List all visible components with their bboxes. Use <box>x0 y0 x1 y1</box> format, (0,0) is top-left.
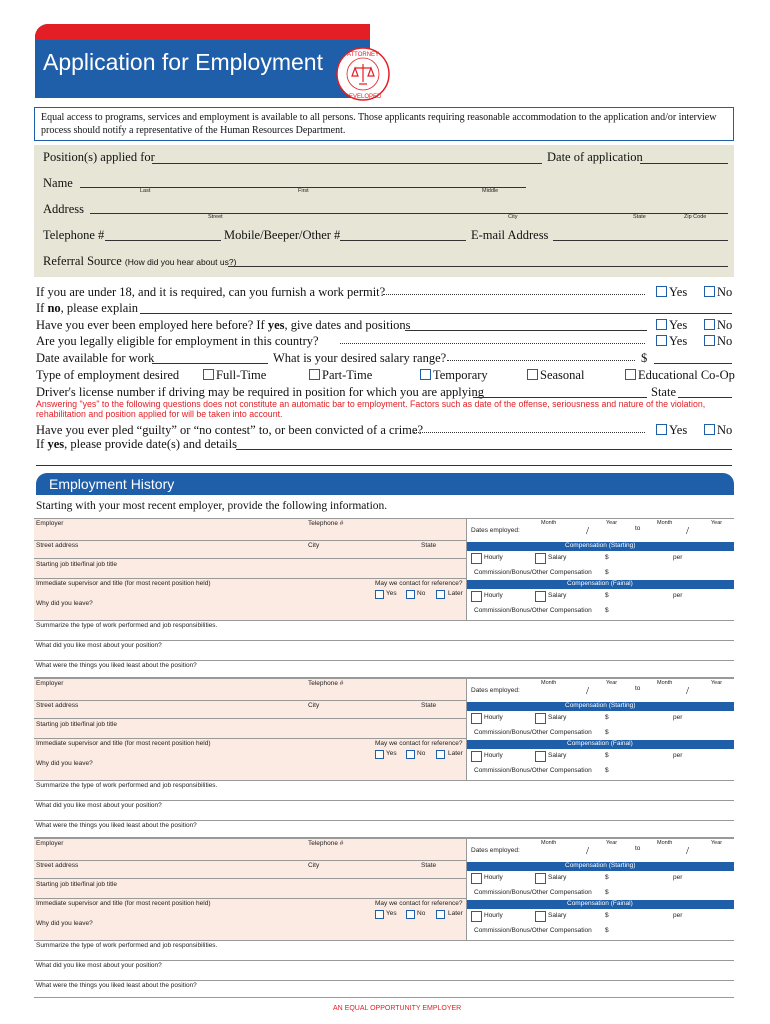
employer-1-comp-start-label: Compensation (Starting) <box>565 542 636 549</box>
employer-3-title-label: Starting job title/final job title <box>36 881 117 888</box>
employer-2-final-salary-label: Salary <box>548 752 567 759</box>
employed-before-field[interactable] <box>405 330 647 331</box>
employer-1-dates-field[interactable] <box>530 526 730 538</box>
last-caption: Last <box>140 188 151 194</box>
crime-warning: Answering "yes" to the following questions does not constitute an automatic bar to employment. Factors such as date of the offense, seriousness and nature of the violation, rehabilitation and position applied for will be taken into account. <box>36 399 706 420</box>
salary-leader <box>447 360 635 361</box>
employer-2-contact-later-checkbox[interactable] <box>436 750 445 759</box>
employed-yes-checkbox[interactable] <box>656 319 667 330</box>
employer-2-start-dollar: $ <box>605 714 609 721</box>
employer-1-final-hourly-checkbox[interactable] <box>471 591 482 602</box>
employer-1-row-line <box>34 540 466 541</box>
employer-3-slash2: / <box>686 845 690 857</box>
license-state-field[interactable] <box>678 397 732 398</box>
address-label: Address <box>43 202 84 216</box>
employer-1-month-label: Month <box>541 520 557 526</box>
salary-field[interactable] <box>654 363 732 364</box>
employer-1-field[interactable] <box>36 520 304 538</box>
employment-history-title: Employment History <box>49 476 175 492</box>
employer-2-contact-later-label: Later <box>448 750 463 757</box>
employer-3-label: Employer <box>36 840 64 847</box>
temporary-checkbox[interactable] <box>420 369 431 380</box>
employer-2-to: to <box>635 685 641 692</box>
employer-1-start-salary-label: Salary <box>548 554 567 561</box>
employer-3-contact-yes-checkbox[interactable] <box>375 910 384 919</box>
employer-1-contact-label: May we contact for reference? <box>375 580 463 587</box>
employer-2-final-dollar: $ <box>605 752 609 759</box>
employer-2-contact-yes-checkbox[interactable] <box>375 750 384 759</box>
employer-2-row-line <box>34 718 466 719</box>
employer-3-contact-no-label: No <box>417 910 426 917</box>
educational-checkbox[interactable] <box>625 369 636 380</box>
parttime-label: Part-Time <box>322 368 373 382</box>
salary-dollar: $ <box>641 351 648 365</box>
email-field[interactable] <box>553 240 728 241</box>
employer-2-row-line <box>34 800 734 801</box>
svg-text:DEVELOPED: DEVELOPED <box>344 94 382 100</box>
employer-2-contact-label: May we contact for reference? <box>375 740 463 747</box>
employer-2-month-label: Month <box>541 680 557 686</box>
crime-no-checkbox[interactable] <box>704 424 715 435</box>
employer-3-city-label: City <box>308 862 320 869</box>
employer-1-start-commission-label: Commission/Bonus/Other Compensation <box>474 569 592 576</box>
employer-1-city-label: City <box>308 542 320 549</box>
referral-label <box>43 255 236 268</box>
employer-1-contact-yes-checkbox[interactable] <box>375 590 384 599</box>
employer-3-field[interactable] <box>36 840 304 858</box>
employer-2-divider <box>466 678 467 780</box>
employer-2-row-line <box>34 700 466 701</box>
email-label: E-mail Address <box>471 228 549 242</box>
position-field[interactable] <box>152 163 542 164</box>
eligible-no-label: No <box>717 334 733 348</box>
employer-3-final-dollar: $ <box>605 912 609 919</box>
employer-3-final-salary-checkbox[interactable] <box>535 911 546 922</box>
eligible-no-checkbox[interactable] <box>704 335 715 346</box>
svg-text:ATTORNEY: ATTORNEY <box>346 52 380 58</box>
employer-1-start-salary-checkbox[interactable] <box>535 553 546 564</box>
date-field[interactable] <box>640 163 728 164</box>
employer-3-year-label: Year <box>606 840 618 846</box>
employer-1-contact-later-label: Later <box>448 590 463 597</box>
employer-3-row-line <box>34 940 734 941</box>
telephone-label: Telephone # <box>43 228 105 242</box>
eligible-question: Are you legally eligible for employment in this country? <box>36 334 319 348</box>
fulltime-label: Full-Time <box>216 368 267 382</box>
provide-post: , please provide date(s) and details <box>64 437 237 451</box>
employer-2-field[interactable] <box>36 680 304 698</box>
employer-3-telephone-label: Telephone # <box>308 840 344 847</box>
employer-3-to: to <box>635 845 641 852</box>
employer-1-start-per: per <box>673 554 683 561</box>
employer-1-final-per: per <box>673 592 683 599</box>
employer-1-row-line <box>34 660 734 661</box>
employer-2-month2-label: Month <box>657 680 673 686</box>
page-title: Application for Employment <box>43 49 323 75</box>
employer-3-summarize-label: Summarize the type of work performed and job responsibilities. <box>36 942 218 949</box>
employer-1-slash: / <box>586 525 590 537</box>
employer-1-to: to <box>635 525 641 532</box>
employer-2-row-line <box>34 780 734 781</box>
crime-yes-checkbox[interactable] <box>656 424 667 435</box>
license-state-label: State <box>651 385 676 399</box>
employer-3-contact-yes-label: Yes <box>386 910 397 917</box>
mobile-field[interactable] <box>340 240 466 241</box>
header-red-stripe <box>35 24 370 40</box>
work-permit-no-label: No <box>717 285 733 299</box>
employer-2-start-per: per <box>673 714 683 721</box>
employer-1-row-line <box>34 640 734 641</box>
employer-3-liked-most-label: What did you like most about your position? <box>36 962 162 969</box>
crime-details-field-2[interactable] <box>36 465 732 466</box>
explain-suffix: , please explain <box>60 301 139 315</box>
employer-1-final-salary-checkbox[interactable] <box>535 591 546 602</box>
eligible-leader <box>340 343 645 344</box>
employer-2-state-label: State <box>421 702 437 709</box>
employer-1-contact-no-label: No <box>417 590 426 597</box>
employer-2-start-hourly-label: Hourly <box>484 714 503 721</box>
employer-3-state-label: State <box>421 862 437 869</box>
employer-3-start-hourly-label: Hourly <box>484 874 503 881</box>
accommodation-notice: Equal access to programs, services and employment is available to all persons. Those applicants requiring reasonable accommodation to the application and/or interview process should notify a representative of the Human Resources Department. <box>34 107 734 141</box>
eligible-yes-label: Yes <box>669 334 688 348</box>
explain-prefix: If <box>36 301 48 315</box>
explain-bold: no <box>47 301 61 315</box>
employer-1-label: Employer <box>36 520 64 527</box>
employer-2-final-hourly-label: Hourly <box>484 752 503 759</box>
employer-2-label: Employer <box>36 680 64 687</box>
employment-type-label: Type of employment desired <box>36 368 180 382</box>
work-permit-yes-label: Yes <box>669 285 688 299</box>
employer-2-title-label: Starting job title/final job title <box>36 721 117 728</box>
employer-1-title-label: Starting job title/final job title <box>36 561 117 568</box>
crime-question: Have you ever pled “guilty” or “no contest” to, or been convicted of a crime? <box>36 423 423 437</box>
seasonal-label: Seasonal <box>540 368 585 382</box>
employer-1-final-commission-dollar: $ <box>605 607 609 614</box>
employer-1-final-hourly-label: Hourly <box>484 592 503 599</box>
employer-3-start-commission-label: Commission/Bonus/Other Compensation <box>474 889 592 896</box>
referral-hint: (How did you hear about us?) <box>124 257 237 267</box>
employer-3-start-hourly-checkbox[interactable] <box>471 873 482 884</box>
employer-1-start-hourly-checkbox[interactable] <box>471 553 482 564</box>
employer-2-street-label: Street address <box>36 702 79 709</box>
employer-2-final-commission-label: Commission/Bonus/Other Compensation <box>474 767 592 774</box>
employer-3-row-line <box>34 860 466 861</box>
employer-3-contact-no-checkbox[interactable] <box>406 910 415 919</box>
employer-1-final-commission-label: Commission/Bonus/Other Compensation <box>474 607 592 614</box>
eligible-yes-checkbox[interactable] <box>656 335 667 346</box>
employer-1-street-label: Street address <box>36 542 79 549</box>
employer-2-start-hourly-checkbox[interactable] <box>471 713 482 724</box>
work-permit-no-checkbox[interactable] <box>704 286 715 297</box>
zip-caption: Zip Code <box>684 214 707 220</box>
seasonal-checkbox[interactable] <box>527 369 538 380</box>
employer-2-supervisor-label: Immediate supervisor and title (for most recent position held) <box>36 740 211 747</box>
referral-source-text: Referral Source <box>43 254 122 268</box>
employer-1-liked-most-label: What did you like most about your position? <box>36 642 162 649</box>
temporary-label: Temporary <box>433 368 488 382</box>
employer-1-row-line <box>34 558 466 559</box>
employer-1-year-label: Year <box>606 520 618 526</box>
employer-3-supervisor-label: Immediate supervisor and title (for most recent position held) <box>36 900 211 907</box>
employer-3-row-line <box>34 898 466 899</box>
employer-2-final-hourly-checkbox[interactable] <box>471 751 482 762</box>
employer-2-city-label: City <box>308 702 320 709</box>
employer-1-divider <box>466 518 467 620</box>
employer-1-leave-label: Why did you leave? <box>36 600 93 607</box>
explain-label <box>36 302 138 315</box>
employer-1-year2-label: Year <box>711 520 723 526</box>
work-permit-question: If you are under 18, and it is required, can you furnish a work permit? <box>36 285 386 299</box>
employer-2-row-line <box>34 738 466 739</box>
employer-2-contact-yes-label: Yes <box>386 750 397 757</box>
street-caption: Street <box>208 214 223 220</box>
history-intro: Starting with your most recent employer, provide the following information. <box>36 500 388 512</box>
city-caption: City <box>508 214 518 220</box>
employer-1-final-salary-label: Salary <box>548 592 567 599</box>
employer-1-slash2: / <box>686 525 690 537</box>
employer-1-row-line <box>34 620 734 621</box>
employer-3-start-commission-dollar: $ <box>605 889 609 896</box>
license-field[interactable] <box>473 397 647 398</box>
employer-2-liked-least-label: What were the things you liked least about the position? <box>36 822 197 829</box>
employer-1-supervisor-label: Immediate supervisor and title (for most recent position held) <box>36 580 211 587</box>
explain-field[interactable] <box>140 313 732 314</box>
header-banner <box>35 24 370 98</box>
employer-2-start-commission-label: Commission/Bonus/Other Compensation <box>474 729 592 736</box>
crime-details-label <box>36 438 237 451</box>
referral-field[interactable] <box>228 266 728 267</box>
employer-3-liked-least-label: What were the things you liked least about the position? <box>36 982 197 989</box>
employer-1-comp-final-label: Compensation (Fainal) <box>567 580 633 587</box>
employer-2-slash2: / <box>686 685 690 697</box>
employer-3-month-label: Month <box>541 840 557 846</box>
employer-3-final-hourly-checkbox[interactable] <box>471 911 482 922</box>
employer-3-start-per: per <box>673 874 683 881</box>
employer-2-summarize-label: Summarize the type of work performed and job responsibilities. <box>36 782 218 789</box>
employer-3-slash: / <box>586 845 590 857</box>
work-permit-yes-checkbox[interactable] <box>656 286 667 297</box>
employer-2-start-salary-label: Salary <box>548 714 567 721</box>
telephone-field[interactable] <box>105 240 221 241</box>
employer-1-contact-no-checkbox[interactable] <box>406 590 415 599</box>
employer-2-start-commission-dollar: $ <box>605 729 609 736</box>
employer-2-contact-no-label: No <box>417 750 426 757</box>
employer-2-final-salary-checkbox[interactable] <box>535 751 546 762</box>
employer-3-leave-label: Why did you leave? <box>36 920 93 927</box>
employer-3-street-label: Street address <box>36 862 79 869</box>
employer-2-final-per: per <box>673 752 683 759</box>
employer-1-start-commission-dollar: $ <box>605 569 609 576</box>
employer-1-start-dollar: $ <box>605 554 609 561</box>
employer-3-final-hourly-label: Hourly <box>484 912 503 919</box>
employer-1-state-label: State <box>421 542 437 549</box>
crime-leader <box>414 432 645 433</box>
fulltime-checkbox[interactable] <box>203 369 214 380</box>
employer-2-comp-final-label: Compensation (Fainal) <box>567 740 633 747</box>
educational-label: Educational Co-Op <box>638 368 735 382</box>
employer-2-year2-label: Year <box>711 680 723 686</box>
employer-3-final-commission-dollar: $ <box>605 927 609 934</box>
state-caption: State <box>633 214 646 220</box>
employer-1-final-dollar: $ <box>605 592 609 599</box>
attorney-seal <box>335 46 391 102</box>
employed-no-label: No <box>717 318 733 332</box>
employer-1-telephone-label: Telephone # <box>308 520 344 527</box>
employer-3-start-dollar: $ <box>605 874 609 881</box>
employer-3-start-salary-label: Salary <box>548 874 567 881</box>
crime-details-field[interactable] <box>236 449 732 450</box>
license-question: Driver's license number if driving may be required in position for which you are applying <box>36 385 484 399</box>
employer-3-comp-start-label: Compensation (Starting) <box>565 862 636 869</box>
employer-1-start-hourly-label: Hourly <box>484 554 503 561</box>
employer-2-telephone-label: Telephone # <box>308 680 344 687</box>
date-label: Date of application <box>547 150 643 164</box>
name-label: Name <box>43 176 73 190</box>
employer-1-liked-least-label: What were the things you liked least about the position? <box>36 662 197 669</box>
employer-1-month2-label: Month <box>657 520 673 526</box>
employer-3-start-salary-checkbox[interactable] <box>535 873 546 884</box>
provide-pre: If <box>36 437 48 451</box>
available-field[interactable] <box>152 363 268 364</box>
provide-bold: yes <box>47 437 65 451</box>
employer-1-dates-label: Dates employed: <box>471 527 520 534</box>
parttime-checkbox[interactable] <box>309 369 320 380</box>
employed-bold: yes <box>267 318 285 332</box>
employer-3-dates-field[interactable] <box>530 846 730 858</box>
employer-3-month2-label: Month <box>657 840 673 846</box>
employer-3-row-line <box>34 878 466 879</box>
mobile-label: Mobile/Beeper/Other # <box>224 228 341 242</box>
employer-2-contact-no-checkbox[interactable] <box>406 750 415 759</box>
employer-2-liked-most-label: What did you like most about your position? <box>36 802 162 809</box>
employer-3-divider <box>466 838 467 940</box>
crime-yes-label: Yes <box>669 423 688 437</box>
crime-no-label: No <box>717 423 733 437</box>
equal-opportunity-footer: AN EQUAL OPPORTUNITY EMPLOYER <box>333 1005 462 1012</box>
employer-2-row-line <box>34 820 734 821</box>
employer-3-comp-final-label: Compensation (Fainal) <box>567 900 633 907</box>
employer-3-final-per: per <box>673 912 683 919</box>
employed-pre: Have you ever been employed here before? If <box>36 318 268 332</box>
position-label: Position(s) applied for <box>43 150 155 164</box>
employer-3-dates-label: Dates employed: <box>471 847 520 854</box>
employed-post: , give dates and positions <box>284 318 411 332</box>
employer-3-final-salary-label: Salary <box>548 912 567 919</box>
employer-1-row-line <box>34 578 466 579</box>
employer-2-start-salary-checkbox[interactable] <box>535 713 546 724</box>
salary-question: What is your desired salary range? <box>273 351 447 365</box>
work-permit-leader <box>383 294 645 295</box>
employer-2-leave-label: Why did you leave? <box>36 760 93 767</box>
employer-3-contact-later-label: Later <box>448 910 463 917</box>
employer-2-dates-field[interactable] <box>530 686 730 698</box>
employer-3-year2-label: Year <box>711 840 723 846</box>
available-label: Date available for work <box>36 351 155 365</box>
employer-3-contact-later-checkbox[interactable] <box>436 910 445 919</box>
employed-no-checkbox[interactable] <box>704 319 715 330</box>
employed-before-question <box>36 319 411 332</box>
employer-2-comp-start-label: Compensation (Starting) <box>565 702 636 709</box>
employer-3-row-line <box>34 980 734 981</box>
employer-3-final-commission-label: Commission/Bonus/Other Compensation <box>474 927 592 934</box>
first-caption: First <box>298 188 309 194</box>
middle-caption: Middle <box>482 188 499 194</box>
employer-1-contact-yes-label: Yes <box>386 590 397 597</box>
employer-3-row-line <box>34 960 734 961</box>
employer-2-slash: / <box>586 685 590 697</box>
employer-2-dates-label: Dates employed: <box>471 687 520 694</box>
employer-2-year-label: Year <box>606 680 618 686</box>
employer-1-contact-later-checkbox[interactable] <box>436 590 445 599</box>
employed-yes-label: Yes <box>669 318 688 332</box>
employer-2-final-commission-dollar: $ <box>605 767 609 774</box>
employer-1-summarize-label: Summarize the type of work performed and job responsibilities. <box>36 622 218 629</box>
employer-3-contact-label: May we contact for reference? <box>375 900 463 907</box>
